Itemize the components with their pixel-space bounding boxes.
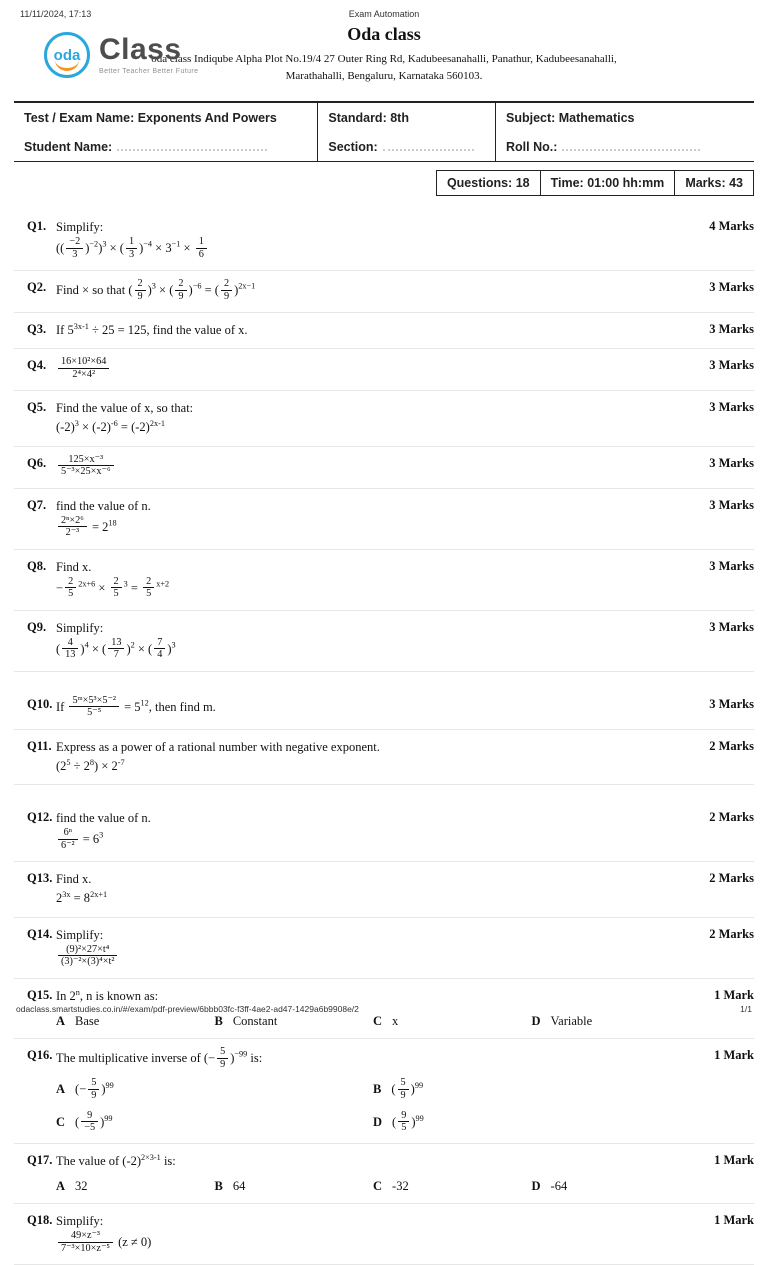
question-row	[14, 801, 754, 862]
questions-count: Questions: 18	[446, 176, 530, 191]
question-line: − $\frac{2}{5}$ $^{2x+6}$ × $\frac{2}{5}$ $^3$ = $\frac{2}{5}$ $^{x+2}$	[56, 575, 170, 600]
question-number: Q6.	[27, 455, 47, 470]
print-footer	[16, 1004, 752, 1014]
math-fraction	[398, 1110, 409, 1134]
fraction-numerator: 49×z⁻³	[70, 1230, 101, 1242]
option-c	[373, 1012, 532, 1030]
option-label: D	[373, 1114, 383, 1129]
student-name-blank	[117, 149, 267, 151]
question-body	[56, 618, 700, 663]
question-row	[14, 313, 754, 349]
math-fraction	[58, 515, 87, 539]
address-line-1: oda class Indiqube Alpha Plot No.19/4 27 Outer Ring Rd, Kadubeesanahalli, Panathur, Kadubeesanahalli,	[151, 53, 617, 65]
options-row	[56, 1078, 690, 1135]
math-fraction	[398, 1077, 409, 1101]
fraction-denominator: 13	[62, 648, 78, 660]
fraction-numerator: 9	[87, 1110, 93, 1121]
question-line: The multiplicative inverse of (− $\frac{5}{9}$ )$^{-99}$ is:	[56, 1046, 263, 1070]
option-text: ( $\frac{9}{5}$ )$^{99}$	[392, 1110, 424, 1134]
question-row	[14, 1144, 754, 1204]
fraction-numerator: 5	[220, 1046, 226, 1058]
fraction-denominator: 2⁻³	[58, 526, 87, 538]
footer-url: odaclass.smartstudies.co.in/#/exam/pdf-preview/6bbb03fc-f3ff-4ae2-ad47-1429a6b9908e/2	[16, 1004, 359, 1014]
question-line: $\frac{\text{49×z⁻³}}{\text{7⁻³×10×z⁻⁵}}$ (z ≠ 0)	[56, 1231, 690, 1255]
option-text: ( $\frac{9}{-5}$ )$^{99}$	[75, 1110, 113, 1134]
question-line: Simplify:	[56, 220, 104, 235]
question-row	[14, 1204, 754, 1265]
option-label: B	[373, 1081, 382, 1096]
question-row	[14, 210, 754, 271]
oda-logo-icon	[44, 32, 90, 78]
fraction-numerator: 7	[157, 636, 163, 648]
math-fraction	[135, 278, 146, 302]
question-body	[56, 557, 700, 602]
marks-label: 1 Mark	[714, 987, 754, 1002]
question-line: Find x.	[56, 872, 92, 887]
question-line: ( $\frac{4}{13}$ )$^4$ × ( $\frac{13}{7}$ )$^2$ × ( $\frac{7}{4}$ )$^3$	[56, 636, 176, 661]
section-cell	[317, 132, 495, 161]
question-number: Q11.	[27, 738, 52, 753]
question-line: $(2^5 \div 2^8) \times 2^{-7}$	[56, 757, 125, 774]
fraction-denominator: 9	[88, 1089, 99, 1101]
math-fraction	[58, 827, 78, 851]
marks-label: 3 Marks	[709, 497, 754, 512]
marks-label: 3 Marks	[709, 322, 754, 337]
question-number: Q13.	[27, 871, 53, 886]
option-label: D	[531, 1179, 541, 1194]
fraction-numerator: 13	[111, 636, 122, 648]
question-line	[56, 357, 690, 381]
fraction-numerator: 2	[137, 278, 143, 290]
question-body	[56, 496, 700, 541]
marks-label: 3 Marks	[709, 358, 754, 373]
option-label: C	[373, 1014, 383, 1028]
option-d	[532, 1177, 691, 1195]
section-label: Section:	[328, 140, 378, 155]
option-label: A	[56, 1179, 66, 1194]
section-blank	[383, 149, 474, 151]
fraction-numerator: 2	[146, 575, 152, 587]
question-row	[14, 489, 754, 550]
option-label: D	[531, 1014, 541, 1028]
option-text: Base	[75, 1014, 100, 1028]
fraction-denominator: 5	[65, 587, 76, 599]
question-line: $2^{3x} = 8^{2x+1}$	[56, 890, 108, 906]
math-fraction	[196, 236, 207, 260]
fraction-denominator: 9	[175, 290, 186, 302]
question-line: In 2$^n$, n is known as:	[56, 987, 159, 1003]
brand-logo	[44, 32, 198, 78]
fraction-denominator: 5⁻⁵	[69, 706, 119, 718]
question-row	[14, 349, 754, 391]
question-number: Q9.	[27, 619, 47, 634]
option-b	[373, 1078, 690, 1102]
option-b	[215, 1012, 374, 1030]
math-fraction	[81, 1110, 98, 1134]
option-text: ( $\frac{5}{9}$ )$^{99}$	[391, 1077, 424, 1101]
fraction-numerator: (9)²×27×t⁴	[66, 943, 110, 955]
option-label: A	[56, 1014, 66, 1028]
total-marks: Marks: 43	[674, 171, 753, 195]
math-fraction	[221, 278, 232, 302]
fraction-numerator: 1	[198, 236, 204, 248]
math-fraction	[58, 454, 114, 478]
question-line: find the value of n.	[56, 811, 151, 826]
fraction-numerator: 5ᵐ×5³×5⁻²	[72, 694, 116, 706]
marks-label: 4 Marks	[709, 219, 754, 234]
fraction-denominator: 6	[196, 248, 207, 260]
option-label: B	[214, 1014, 223, 1028]
option-text: x	[392, 1014, 399, 1028]
math-fraction	[65, 576, 76, 600]
fraction-numerator: 2	[178, 278, 184, 290]
marks-label: 1 Mark	[714, 1152, 754, 1167]
question-line: Express as a power of a rational number with negative exponent.	[56, 739, 380, 754]
address-line-2: Marathahalli, Bengaluru, Karnataka 560103.	[285, 70, 483, 83]
question-body	[56, 454, 700, 480]
marks-label: 3 Marks	[709, 696, 754, 711]
exam-name-cell: Test / Exam Name: Exponents And Powers	[24, 111, 277, 126]
question-line: Find × so that ( $\frac{2}{9}$ )$^3$ × ( $\frac{2}{9}$ )$^{-6}$ = ( $\frac{2}{9}$ )$^{2x-1}$	[56, 278, 256, 302]
fraction-denominator: 7	[108, 648, 124, 660]
question-row	[14, 730, 754, 785]
fraction-denominator: 5	[111, 587, 122, 599]
question-number: Q10.	[27, 696, 53, 711]
brand-text-block	[99, 35, 198, 75]
brand-tagline: Better Teacher Better Future	[99, 68, 199, 75]
fraction-numerator: 5	[400, 1077, 406, 1089]
question-body	[56, 808, 700, 853]
fraction-denominator: 5	[143, 587, 154, 599]
fraction-denominator: 5⁻³×25×x⁻⁶	[58, 465, 114, 477]
question-number: Q18.	[27, 1213, 53, 1228]
option-text: -64	[550, 1179, 568, 1194]
exam-info-row-2	[14, 132, 754, 161]
fraction-numerator: 5	[91, 1077, 97, 1089]
roll-no-blank	[562, 149, 700, 151]
question-row	[14, 391, 754, 446]
question-body	[56, 925, 700, 970]
question-body	[56, 1046, 700, 1135]
option-d	[373, 1111, 690, 1135]
brand-name: Class	[99, 33, 182, 66]
fraction-numerator: 16×10²×64	[61, 356, 107, 368]
student-name-label: Student Name:	[24, 140, 113, 155]
option-text: 32	[75, 1179, 88, 1194]
question-line: find the value of n.	[56, 498, 151, 513]
fraction-denominator: 4	[154, 648, 165, 660]
question-body	[56, 869, 700, 908]
option-c	[56, 1111, 373, 1135]
math-fraction	[58, 1230, 113, 1254]
marks-label: 3 Marks	[709, 280, 754, 295]
option-label: C	[56, 1114, 66, 1129]
exam-info-table	[14, 101, 754, 162]
fraction-denominator: 6⁻²	[58, 839, 78, 851]
option-d	[532, 1012, 691, 1030]
question-number: Q4.	[27, 358, 47, 373]
question-line	[56, 455, 690, 479]
fraction-denominator: 9	[135, 290, 146, 302]
math-fraction	[108, 637, 124, 661]
fraction-numerator: 125×x⁻³	[68, 453, 104, 465]
question-line: Simplify:	[56, 620, 104, 635]
question-line: $\frac{\text{2ⁿ×2⁶}}{\text{2⁻³}}$ = $2^{18}$	[56, 516, 690, 540]
fraction-numerator: 2	[113, 575, 119, 587]
math-fraction	[58, 944, 117, 968]
marks-label: 2 Marks	[709, 738, 754, 753]
question-line: Find x.	[56, 559, 92, 574]
question-row	[14, 918, 754, 979]
option-text: Constant	[232, 1014, 278, 1028]
question-number: Q16.	[27, 1048, 53, 1063]
fraction-denominator: 9	[398, 1089, 409, 1101]
questions-list	[14, 210, 754, 1265]
print-header	[0, 9, 768, 19]
option-text: (− $\frac{5}{9}$ )$^{99}$	[75, 1077, 114, 1101]
question-number: Q3.	[27, 322, 47, 337]
option-b	[215, 1177, 374, 1195]
marks-label: 3 Marks	[709, 455, 754, 470]
standard-cell: Standard: 8th	[317, 103, 495, 132]
fraction-numerator: 6ⁿ	[63, 827, 72, 839]
question-number: Q17.	[27, 1152, 53, 1167]
fraction-numerator: 9	[401, 1110, 407, 1121]
question-row	[14, 1039, 754, 1144]
math-fraction	[66, 236, 83, 260]
option-label: C	[373, 1179, 383, 1194]
question-body	[56, 1151, 700, 1195]
question-row	[14, 271, 754, 313]
question-body	[56, 356, 700, 382]
school-title: Oda class	[347, 24, 421, 44]
math-fraction	[111, 576, 122, 600]
question-line: Simplify:	[56, 1214, 104, 1229]
marks-label: 3 Marks	[709, 558, 754, 573]
marks-label: 3 Marks	[709, 619, 754, 634]
question-line: If $\frac{\text{5ᵐ×5³×5⁻²}}{\text{5⁻⁵}}$ = $5^{12}$, then find m.	[56, 694, 216, 719]
question-number: Q15.	[27, 987, 53, 1002]
time-allowed: Time: 01:00 hh:mm	[540, 171, 675, 195]
fraction-numerator: 2	[68, 575, 74, 587]
question-number: Q14.	[27, 926, 53, 941]
question-row	[14, 611, 754, 672]
math-fraction	[217, 1046, 228, 1070]
question-number: Q12.	[27, 810, 53, 825]
option-label: A	[56, 1081, 66, 1096]
question-line: $\frac{\text{6ⁿ}}{\text{6⁻²}}$ = $6^3$	[56, 828, 690, 852]
exam-stats-row	[14, 170, 754, 196]
question-number: Q1.	[27, 219, 47, 234]
fraction-denominator: 3	[66, 248, 83, 260]
math-fraction	[143, 576, 154, 600]
fraction-numerator: 2ⁿ×2⁶	[61, 514, 84, 526]
question-number: Q2.	[27, 280, 47, 295]
fraction-denominator: 2⁴×4²	[58, 368, 109, 380]
marks-label: 1 Mark	[714, 1048, 754, 1063]
math-fraction	[69, 695, 119, 719]
fraction-numerator: 4	[67, 636, 73, 648]
footer-page-number: 1/1	[740, 1004, 752, 1014]
exam-stats	[436, 170, 754, 196]
roll-no-cell	[495, 132, 754, 161]
fraction-denominator: 5	[398, 1121, 409, 1133]
options-row	[56, 1012, 690, 1030]
question-line: The value of $(-2)^{2\times 3-1}$ is:	[56, 1152, 176, 1169]
subject-cell: Subject: Mathematics	[495, 103, 754, 132]
option-text: Variable	[550, 1014, 593, 1028]
math-fraction	[154, 637, 165, 661]
exam-info-row-1	[14, 103, 754, 132]
question-body	[56, 278, 700, 304]
math-fraction	[175, 278, 186, 302]
question-row	[14, 550, 754, 611]
marks-label: 2 Marks	[709, 810, 754, 825]
question-body	[56, 320, 700, 340]
math-fraction	[58, 356, 109, 380]
fraction-numerator: −2	[69, 236, 81, 248]
option-a	[56, 1177, 215, 1195]
options-row	[56, 1177, 690, 1195]
question-body	[56, 398, 700, 437]
option-a	[56, 1012, 215, 1030]
option-a	[56, 1078, 373, 1102]
question-line: Find the value of x, so that:	[56, 401, 194, 416]
fraction-numerator: 2	[223, 278, 230, 290]
math-fraction	[88, 1077, 99, 1101]
math-fraction	[126, 236, 137, 260]
math-fraction	[62, 637, 78, 661]
question-line: $(-2)^3 \times (-2)^{-6} = (-2)^{2x-1}$	[56, 419, 165, 435]
question-body	[56, 217, 700, 262]
fraction-denominator: 9	[217, 1058, 228, 1070]
option-text: 64	[232, 1179, 246, 1194]
option-label: B	[214, 1179, 223, 1194]
print-datetime: 11/11/2024, 17:13	[20, 9, 92, 19]
fraction-denominator: −5	[81, 1121, 98, 1133]
oda-logo-text: oda	[53, 46, 81, 64]
question-row	[14, 688, 754, 730]
print-title: Exam Automation	[348, 9, 420, 19]
fraction-numerator: 1	[128, 236, 135, 248]
student-name-cell	[14, 132, 317, 161]
question-row	[14, 862, 754, 917]
marks-label: 1 Mark	[714, 1213, 754, 1228]
fraction-denominator: 3	[126, 248, 137, 260]
question-body	[56, 695, 700, 721]
question-line	[56, 945, 690, 969]
marks-label: 2 Marks	[709, 871, 754, 886]
question-number: Q8.	[27, 558, 47, 573]
option-text: -32	[392, 1179, 409, 1194]
fraction-denominator: (3)⁻²×(3)⁴×t²	[58, 955, 117, 967]
option-c	[373, 1177, 532, 1195]
fraction-denominator: 9	[221, 290, 232, 302]
question-row	[14, 447, 754, 489]
question-number: Q7.	[27, 497, 47, 512]
fraction-denominator: 7⁻³×10×z⁻⁵	[58, 1242, 113, 1254]
marks-label: 2 Marks	[709, 926, 754, 941]
question-line: Simplify:	[56, 927, 104, 942]
roll-no-label: Roll No.:	[505, 140, 558, 155]
question-line: (( $\frac{-2}{3}$ )$^{-2}$)$^3$ × ( $\frac{1}{3}$ )$^{-4} \times 3^{-1}$ × $\frac{1}{6}$	[56, 237, 690, 261]
question-line: If $5^{3x-1} \div 25 = 125$, find the value of x.	[56, 322, 248, 338]
marks-label: 3 Marks	[709, 400, 754, 415]
question-body	[56, 1211, 700, 1256]
question-body	[56, 737, 700, 776]
question-number: Q5.	[27, 400, 47, 415]
